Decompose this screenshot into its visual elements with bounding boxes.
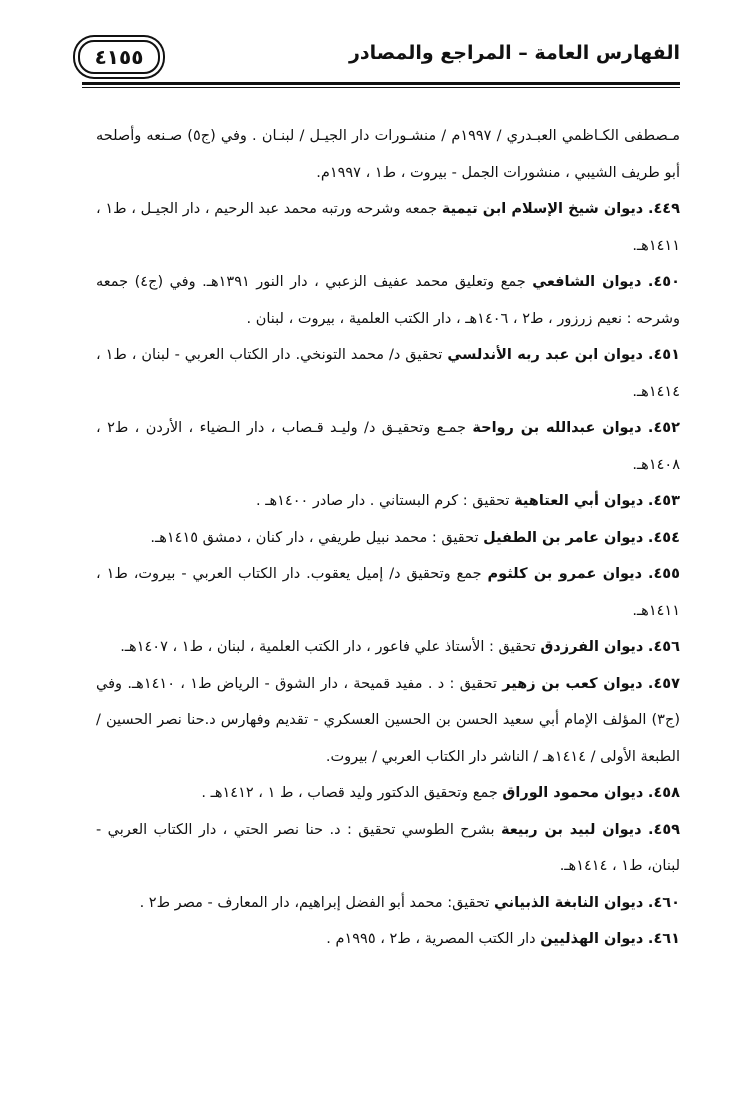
page-number-badge: ٤١٥٥ — [78, 40, 160, 74]
entry-text: جمعه وشرحه ورتبه محمد عبد الرحيم ، دار الجيـل ، ط١ ، ١٤١١هـ. — [96, 201, 680, 254]
reference-entry — [96, 337, 680, 410]
entry-title: ديوان لبيد بن ربيعة — [500, 821, 642, 838]
entry-number: ٤٥٧. — [647, 675, 680, 692]
entry-title: ديوان ابن عبد ربه الأندلسي — [447, 347, 643, 363]
reference-entry — [96, 775, 680, 812]
entry-number: ٤٥٢. — [647, 420, 680, 436]
reference-entry — [96, 629, 680, 666]
entry-title: ديوان محمود الوراق — [502, 785, 644, 801]
reference-entry — [96, 483, 680, 520]
entry-text: دار الكتب المصرية ، ط٢ ، ١٩٩٥م . — [326, 931, 536, 947]
entry-text: تحقيق : د . مفيد قميحة ، دار الشوق - الرياض ط١ ، ١٤١٠هـ. وفي (ج٣) المؤلف الإمام أبي سعيد الحسن بن الحسين العسكري - تقديم وفهارس د.حنا نصر الحسين / الطبعة الأولى / ١٤١٤هـ / الناشر دار الكتاب العربي / بيروت. — [96, 675, 680, 765]
entry-text: جمع وتعليق محمد عفيف الزعبي ، دار النور ١٣٩١هـ. وفي (ج٤) جمعه وشرحه : نعيم زرزور ، ط٢ ، ١٤٠٦هـ ، دار الكتب العلمية ، بيروت ، لبنان . — [96, 274, 680, 327]
reference-entry — [96, 921, 680, 958]
entry-number: ٤٦٠. — [647, 894, 680, 911]
reference-entry — [96, 520, 680, 557]
entry-text: بشرح الطوسي تحقيق : د. حنا نصر الحتي ، دار الكتاب العربي - لبنان، ط١ ، ١٤١٤هـ. — [96, 821, 680, 874]
entry-number: ٤٤٩. — [647, 201, 681, 217]
reference-entry — [96, 812, 680, 885]
reference-entry — [96, 410, 680, 483]
references-list — [96, 118, 680, 958]
entry-title: ديوان كعب بن زهير — [502, 675, 643, 692]
entry-number: ٤٥٨. — [647, 785, 680, 801]
entry-title: ديوان الفرزدق — [540, 639, 644, 655]
entry-text: تحقيق : محمد نبيل طريفي ، دار كنان ، دمشق ١٤١٥هـ. — [150, 529, 479, 546]
header-rule-thin — [82, 87, 680, 88]
entry-number: ٤٥٩. — [647, 821, 681, 838]
reference-entry — [96, 666, 680, 776]
entry-title: ديوان شيخ الإسلام ابن تيمية — [441, 201, 644, 217]
entry-number: ٤٥٠. — [647, 274, 680, 290]
entry-text: جمع وتحقيق د/ إميل يعقوب. دار الكتاب العربي - بيروت، ط١ ، ١٤١١هـ. — [96, 566, 680, 619]
entry-text: جمع وتحقيق الدكتور وليد قصاب ، ط ١ ، ١٤١٢هـ . — [201, 785, 498, 801]
page-header — [78, 40, 680, 76]
entry-title: ديوان عامر بن الطفيل — [483, 529, 644, 546]
entry-title: ديوان الشافعي — [532, 274, 642, 290]
entry-number: ٤٦١. — [647, 931, 680, 947]
entry-number: ٤٥٦. — [647, 639, 680, 655]
entry-title: ديوان أبي العتاهية — [514, 493, 644, 509]
entry-number: ٤٥٥. — [647, 566, 681, 582]
reference-entry — [96, 191, 680, 264]
reference-entry — [96, 556, 680, 629]
entry-number: ٤٥١. — [647, 347, 681, 363]
continuation-paragraph: مـصطفى الكـاظمي العبـدري / ١٩٩٧م / منشـورات دار الجيـل / لبنـان . وفي (ج٥) صـنعه وأصلحه أبو طريف الشيبي ، منشورات الجمل - بيروت ، ط١ ، ١٩٩٧م. — [96, 128, 680, 181]
entry-text: تحقيق : كرم البستاني . دار صادر ١٤٠٠هـ . — [256, 493, 510, 509]
reference-entry — [96, 885, 680, 922]
header-rule — [82, 82, 680, 85]
entry-text: تحقيق : الأستاذ علي فاعور ، دار الكتب العلمية ، لبنان ، ط١ ، ١٤٠٧هـ. — [120, 639, 536, 655]
entry-title: ديوان عمرو بن كلثوم — [487, 566, 643, 582]
entry-title: ديوان عبدالله بن رواحة — [472, 420, 642, 436]
entry-number: ٤٥٣. — [647, 493, 680, 509]
reference-entry — [96, 264, 680, 337]
entry-title: ديوان الهذليين — [540, 931, 644, 947]
running-title: الفهارس العامة – المراجع والمصادر — [348, 42, 680, 64]
entry-text: تحقيق د/ محمد التونخي. دار الكتاب العربي - لبنان ، ط١ ، ١٤١٤هـ. — [96, 347, 680, 400]
entry-text: تحقيق: محمد أبو الفضل إبراهيم، دار المعارف - مصر ط٢ . — [139, 894, 490, 911]
entry-title: ديوان النابغة الذبياني — [493, 894, 644, 911]
entry-number: ٤٥٤. — [647, 529, 680, 546]
entry-text: جمـع وتحقيـق د/ وليـد قـصاب ، دار الـضياء ، الأردن ، ط٢ ، ١٤٠٨هـ. — [96, 420, 680, 473]
